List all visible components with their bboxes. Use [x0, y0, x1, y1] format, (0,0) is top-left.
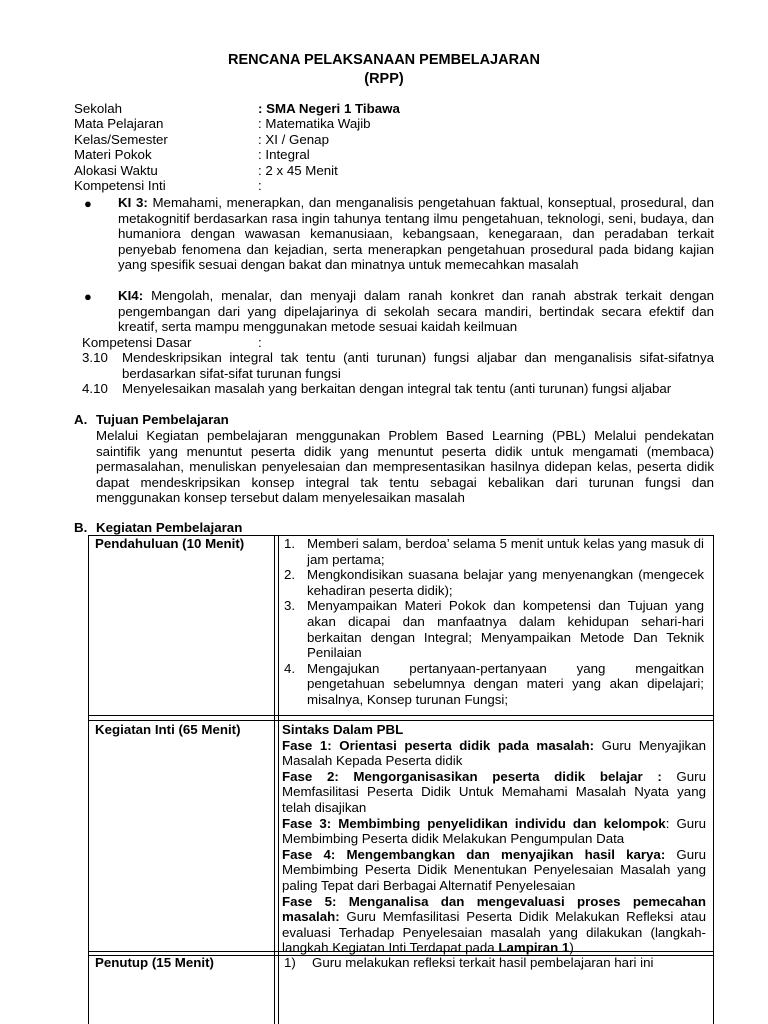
kd-number: 3.10 — [82, 350, 108, 365]
ki4-heading: KI4: — [118, 288, 144, 303]
fase-tail: ) — [569, 940, 574, 956]
item-number: 4. — [284, 660, 296, 676]
bullet-icon: ● — [84, 289, 92, 304]
list-item — [284, 661, 704, 708]
pendahuluan-label: Pendahuluan (10 Menit) — [95, 536, 245, 551]
activity-table — [88, 535, 714, 1024]
fase-text: Guru Menyajikan Masalah Kepada Peserta didik — [282, 737, 706, 769]
penutup-label: Penutup (15 Menit) — [95, 955, 214, 970]
identity-label: Kompetensi Inti — [74, 177, 166, 193]
ki3-paragraph — [118, 195, 714, 273]
item-number: 2. — [284, 567, 296, 583]
fase-1 — [282, 738, 706, 769]
item-number: 1. — [284, 536, 296, 551]
kd-number: 4.10 — [82, 381, 108, 396]
identity-value: : — [258, 177, 262, 193]
table-border — [278, 535, 279, 1024]
inti-label: Kegiatan Inti (65 Menit) — [95, 722, 241, 737]
kd-text: Menyelesaikan masalah yang berkaitan dengan integral tak tentu (anti turunan) fungsi aljabar — [122, 381, 672, 396]
list-item — [284, 955, 704, 971]
penutup-list — [284, 955, 704, 972]
list-item — [284, 536, 704, 567]
section-a-text: Melalui Kegiatan pembelajaran menggunakan Problem Based Learning (PBL) Melalui pendekatan saintifik yang menuntut peserta didik yang menuntut peserta didik untuk mengamati (membaca) permasalahan, menuliskan penyelesaian dan mempresentasikan hasilnya didepan kelas, peserta didik dapat mendeskripsikan konsep integral tak tentu sebagai kebalikan dari turunan fungsi dan menggunakan konsep tersebut dalam menyelesaikan masalah — [96, 428, 714, 506]
document-subtitle: (RPP) — [364, 71, 404, 87]
ki3-heading: KI 3: — [118, 195, 148, 210]
pendahuluan-list — [284, 536, 704, 708]
identity-value: : SMA Negeri 1 Tibawa — [258, 101, 400, 116]
fase-text: Guru Memfasilitasi Peserta Didik Melakukan Refleksi atau evaluasi Terhadap Penyelesaian masalah yang dilakukan (langkah-langkah Kegiatan Inti Terdapat pada — [282, 909, 706, 956]
item-text: Mengkondisikan suasana belajar yang menyenangkan (mengecek kehadiran peserta didik); — [307, 567, 704, 598]
fase-5 — [282, 894, 706, 956]
fase-text: : Guru Membimbing Peserta didik Melakukan Pengumpulan Data — [282, 815, 706, 847]
identity-label: Materi Pokok — [74, 147, 152, 163]
table-border — [88, 720, 714, 721]
item-text: Mengajukan pertanyaan-pertanyaan yang mengaitkan pengetahuan sebelumnya dengan materi yang akan dipelajari; misalnya, Konsep turunan Fungsi; — [307, 660, 704, 707]
bullet-icon: ● — [84, 196, 92, 211]
table-border — [88, 535, 89, 1024]
fase-heading: Fase 5: Menganalisa dan mengevaluasi proses pemecahan masalah: — [282, 893, 706, 925]
section-title: Tujuan Pembelajaran — [96, 412, 229, 427]
list-item — [284, 567, 704, 598]
identity-value: : XI / Genap — [258, 131, 329, 147]
list-item — [284, 598, 704, 660]
identity-label: Mata Pelajaran — [74, 116, 164, 132]
document-title: RENCANA PELAKSANAAN PEMBELAJARAN — [227, 52, 541, 68]
fase-heading: Fase 4: Mengembangkan dan menyajikan hasil karya: — [282, 846, 666, 862]
identity-label: Alokasi Waktu — [74, 162, 158, 178]
identity-label: Sekolah — [74, 101, 123, 116]
fase-4 — [282, 847, 706, 894]
identity-value: : Integral — [258, 147, 310, 163]
fase-appendix-ref: Lampiran 1 — [498, 940, 570, 956]
item-text: Guru melakukan refleksi terkait hasil pembelajaran hari ini — [312, 955, 654, 970]
table-border — [274, 535, 275, 1024]
fase-text: Guru Membimbing Peserta Didik Menentukan Penyelesaian Masalah yang paling Tepat dari Berbagai Alternatif Penyelesaian — [282, 846, 706, 893]
identity-value: : 2 x 45 Menit — [258, 162, 338, 178]
kd-text: Mendeskripsikan integral tak tentu (anti turunan) fungsi aljabar dan menganalisis sifat-sifatnya berdasarkan sifat-sifat turunan fungsi — [122, 350, 714, 381]
identity-value: : Matematika Wajib — [258, 116, 371, 132]
fase-2 — [282, 769, 706, 816]
section-letter: A. — [74, 412, 88, 427]
item-text: Memberi salam, berdoa’ selama 5 menit untuk kelas yang masuk di jam pertama; — [307, 536, 704, 567]
fase-heading: Fase 1: Orientasi peserta didik pada masalah: — [282, 737, 595, 753]
kd-label-row — [82, 335, 262, 351]
ki4-paragraph — [118, 288, 714, 335]
section-title: Kegiatan Pembelajaran — [96, 520, 243, 535]
ki3-text: Memahami, menerapkan, dan menganalisis pengetahuan faktual, konseptual, prosedural, dan metakognitif berdasarkan rasa ingin tahunya tentang ilmu pengetahuan, teknologi, seni, budaya, dan humaniora dengan wawasan kemanusiaan, kebangsaan, kenegaraan, dan peradaban terkait penyebab fenomena dan kejadian, serta menerapkan pengetahuan prosedural pada bidang kajian yang spesifik sesuai dengan bakat dan minatnya untuk memecahkan masalah — [118, 195, 714, 273]
fase-text: Guru Memfasilitasi Peserta Didik Untuk Memahami Masalah Nyata yang telah disajikan — [282, 768, 706, 815]
ki4-text: Mengolah, menalar, dan menyaji dalam ranah konkret dan ranah abstrak terkait dengan pengembangan dari yang dipelajarinya di sekolah secara mandiri, bertindak secara efektif dan kreatif, serta mampu menggunakan metode sesuai kaidah keilmuan — [118, 288, 714, 335]
item-text: Menyampaikan Materi Pokok dan kompetensi dan Tujuan yang akan dicapai dan manfaatnya dalam kehidupan sehari-hari berkaitan dengan Integral; Menyampaikan Metode Dan Teknik Penilaian — [307, 598, 704, 661]
fase-3 — [282, 816, 706, 847]
inti-content — [282, 722, 706, 956]
item-number: 1) — [284, 955, 296, 970]
kd-label: Kompetensi Dasar — [82, 335, 192, 350]
sintaks-heading: Sintaks Dalam PBL — [282, 722, 404, 737]
kd-colon: : — [258, 335, 262, 350]
table-border — [713, 535, 714, 1024]
table-border — [88, 715, 714, 716]
identity-label: Kelas/Semester — [74, 131, 168, 147]
section-letter: B. — [74, 520, 88, 535]
fase-heading: Fase 3: Membimbing penyelidikan individu dan kelompok — [282, 815, 666, 831]
fase-heading: Fase 2: Mengorganisasikan peserta didik belajar : — [282, 768, 662, 784]
item-number: 3. — [284, 598, 296, 614]
